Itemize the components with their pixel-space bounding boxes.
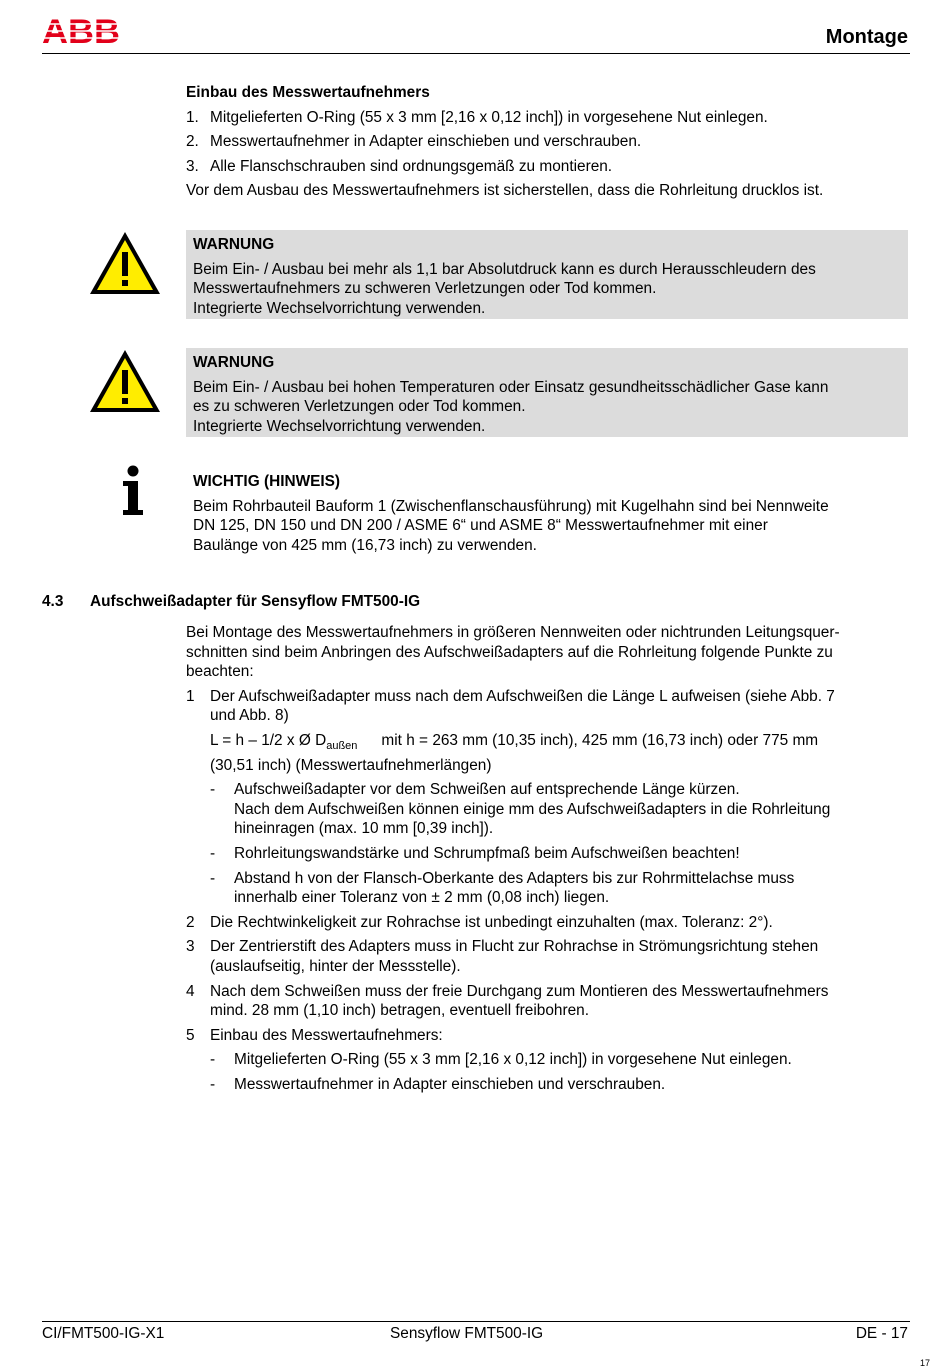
footer-rule [42,1321,910,1322]
dash-line: Mitgelieferten O-Ring (55 x 3 mm [2,16 x 0,12 inch]) in vorgesehene Nut einlegen. [234,1051,792,1069]
item-line: und Abb. 8) [210,707,289,725]
header-rule [42,53,910,54]
warning-title: WARNUNG [193,354,275,371]
dash-mark: - [210,1075,216,1093]
formula-subscript: außen [326,739,358,752]
formula [210,731,908,775]
abb-logo [42,16,120,46]
einbau-step [186,108,908,128]
formula-main: L = h – 1/2 x Ø D [210,731,327,749]
dash-mark: - [210,844,216,862]
item-line: Nach dem Schweißen muss der freie Durchgang zum Montieren des Messwertaufnehmers [210,982,829,1000]
einbau-title: Einbau des Messwertaufnehmers [186,84,430,101]
formula-rest: mit h = 263 mm (10,35 inch), 425 mm (16,73 inch) oder 775 mm [381,731,819,749]
dash-mark: - [210,781,216,799]
dash-item [210,1075,908,1095]
warning-line: es zu schweren Verletzungen oder Tod kommen. [193,398,526,416]
footer-doc-id: CI/FMT500-IG-X1 [42,1325,165,1342]
dash-item [210,780,908,839]
hinweis-line: Baulänge von 425 mm (16,73 inch) zu verwenden. [193,536,537,554]
item-line: mind. 28 mm (1,10 inch) betragen, eventuell freibohren. [210,1002,589,1020]
section-heading-text: Aufschweißadapter für Sensyflow FMT500-IG [90,593,421,610]
warning-box [186,230,908,319]
dash-line: Messwertaufnehmer in Adapter einschieben und verschrauben. [234,1075,666,1093]
formula-line2: (30,51 inch) (Messwertaufnehmerlängen) [210,756,492,774]
step-number: 3. [186,157,199,175]
section-intro [186,623,908,682]
warning-triangle-icon [88,230,162,296]
warning-line: Beim Ein- / Ausbau bei hohen Temperaturen oder Einsatz gesundheitsschädlicher Gase kann [193,378,829,396]
warning-title: WARNUNG [193,236,275,253]
dash-line: Aufschweißadapter vor dem Schweißen auf entsprechende Länge kürzen. [234,781,740,799]
list-item [186,937,908,976]
abb-logo-text: ABB [42,16,120,46]
dash-item [210,844,908,864]
intro-line: schnitten sind beim Anbringen des Aufschweißadapters auf die Rohrleitung folgende Punkte zu [186,643,833,661]
item-line: Der Aufschweißadapter muss nach dem Aufschweißen die Länge L aufweisen (siehe Abb. 7 [210,687,835,705]
item-number: 5 [186,1026,195,1044]
step-text: Alle Flanschschrauben sind ordnungsgemäß zu montieren. [210,157,613,175]
section-title: Montage [825,26,908,48]
einbau-step [186,157,908,177]
section-body [186,623,908,1099]
dash-item [210,1050,908,1070]
dash-item [210,869,908,908]
hinweis-title: WICHTIG (HINWEIS) [193,473,341,490]
item-number: 3 [186,938,195,956]
dash-line: Abstand h von der Flansch-Oberkante des Adapters bis zur Rohrmittelachse muss [234,869,795,887]
einbau-block [186,83,908,201]
item-number: 1 [186,687,195,705]
dash-mark: - [210,869,216,887]
info-icon [118,465,148,517]
footer-product: Sensyflow FMT500-IG [390,1325,544,1342]
dash-mark: - [210,1051,216,1069]
step-number: 1. [186,108,199,126]
page-number: 17 [919,1358,930,1368]
section-heading [42,593,420,611]
dash-line: hineinragen (max. 10 mm [0,39 inch]). [234,820,494,838]
warning-line: Integrierte Wechselvorrichtung verwenden. [193,299,486,317]
list-item [186,913,908,933]
einbau-note: Vor dem Ausbau des Messwertaufnehmers ist sicherstellen, dass die Rohrleitung drucklos ist. [186,182,824,200]
dash-line: Rohrleitungswandstärke und Schrumpfmaß beim Aufschweißen beachten! [234,844,740,862]
footer-page-label: DE - 17 [855,1325,908,1342]
hinweis-box [186,472,907,555]
section-number: 4.3 [42,593,64,610]
intro-line: Bei Montage des Messwertaufnehmers in größeren Nennweiten oder nichtrunden Leitungsquer- [186,624,840,641]
list-item [186,687,908,726]
dash-line: Nach dem Aufschweißen können einige mm des Aufschweißadapters in die Rohrleitung [234,800,831,818]
item-line: Der Zentrierstift des Adapters muss in Flucht zur Rohrachse in Strömungsrichtung stehen [210,938,819,956]
list-item [186,982,908,1021]
intro-line: beachten: [186,663,254,681]
item-line: (auslaufseitig, hinter der Messstelle). [210,957,461,975]
step-number: 2. [186,133,199,151]
dash-line: innerhalb einer Toleranz von ± 2 mm (0,08 inch) liegen. [234,889,610,907]
warning-line: Integrierte Wechselvorrichtung verwenden. [193,417,486,435]
hinweis-line: Beim Rohrbauteil Bauform 1 (Zwischenflanschausführung) mit Kugelhahn sind bei Nennweite [193,497,829,515]
item-line: Die Rechtwinkeligkeit zur Rohrachse ist unbedingt einzuhalten (max. Toleranz: 2°). [210,913,773,931]
warning-line: Beim Ein- / Ausbau bei mehr als 1,1 bar Absolutdruck kann es durch Herausschleudern des [193,260,816,278]
warning-box [186,348,908,437]
hinweis-line: DN 125, DN 150 und DN 200 / ASME 6“ und ASME 8“ Messwertaufnehmer mit einer [193,517,768,535]
warning-triangle-icon [88,348,162,414]
item-line: Einbau des Messwertaufnehmers: [210,1026,443,1044]
step-text: Messwertaufnehmer in Adapter einschieben und verschrauben. [210,133,642,151]
einbau-step [186,132,908,152]
step-text: Mitgelieferten O-Ring (55 x 3 mm [2,16 x 0,12 inch]) in vorgesehene Nut einlegen. [210,108,768,126]
item-number: 2 [186,913,195,931]
list-item [186,1026,908,1046]
warning-line: Messwertaufnehmers zu schweren Verletzungen oder Tod kommen. [193,280,657,298]
item-number: 4 [186,982,195,1000]
